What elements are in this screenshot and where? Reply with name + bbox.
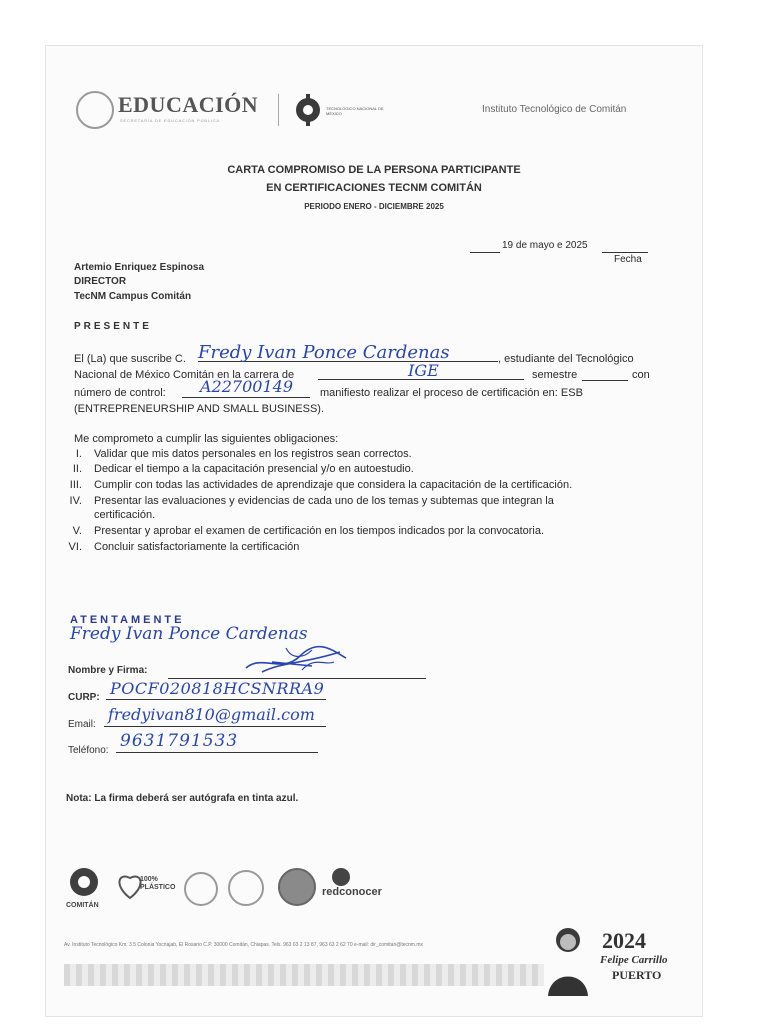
obligation-num: II. — [72, 463, 82, 475]
hw-signature-name: Fredy Ivan Ponce Cardenas — [70, 624, 308, 644]
date-label: Fecha — [614, 254, 642, 265]
email-label: Email: — [68, 719, 96, 730]
obligation-num: VI. — [68, 541, 82, 553]
obligation-item — [54, 541, 299, 553]
obligation-num: I. — [75, 448, 82, 460]
obligation-num: V. — [72, 525, 82, 537]
presente-heading: PRESENTE — [74, 321, 152, 332]
hw-control-field — [182, 379, 310, 398]
obligation-text: Presentar las evaluaciones y evidencias de cada uno de los temas y subtemas que integran la — [94, 495, 554, 507]
obligation-num: IV. — [69, 495, 82, 507]
period: PERIODO ENERO - DICIEMBRE 2025 — [304, 202, 444, 211]
date-line-right — [602, 240, 648, 253]
tecnm-logo-text: TECNOLÓGICO NACIONAL DE MÉXICO — [326, 106, 384, 116]
telefono-field — [116, 732, 318, 753]
obligation-text: Validar que mis datos personales en los registros sean correctos. — [94, 448, 412, 460]
comitan-gear-logo-icon — [66, 864, 102, 900]
atentamente: ATENTAMENTE — [70, 614, 185, 626]
felipe-carrillo: Felipe Carrillo — [600, 954, 668, 966]
year-2024: 2024 — [602, 928, 646, 953]
obligations-intro: Me comprometo a cumplir las siguientes obligaciones: — [74, 433, 339, 445]
curp-field — [106, 680, 326, 700]
title-line-1: CARTA COMPROMISO DE LA PERSONA PARTICIPANTE — [227, 164, 521, 176]
obligation-item — [54, 495, 554, 507]
portrait-illustration-icon — [546, 922, 590, 996]
educacion-logo-text: EDUCACIÓN — [118, 92, 259, 117]
obligation-text: Cumplir con todas las actividades de aprendizaje que considera la capacitación de la certificación. — [94, 479, 573, 491]
body-line-4: (ENTREPRENEURSHIP AND SMALL BUSINESS). — [74, 403, 325, 415]
title-line-2: EN CERTIFICACIONES TECNM COMITÁN — [266, 182, 482, 194]
date-line-left — [470, 240, 500, 253]
obligation-item — [54, 525, 544, 537]
recipient-name: Artemio Enriquez Espinosa — [74, 262, 205, 273]
date-value: 19 de mayo e 2025 — [502, 240, 588, 251]
document-page — [46, 46, 702, 1016]
body-line-2-semestre: semestre — [532, 369, 578, 381]
body-line-2-con: con — [632, 369, 650, 381]
obligation-num: III. — [69, 479, 82, 491]
hw-curp: POCF020818HCSNRRA9 — [110, 679, 325, 698]
institute-name: Instituto Tecnológico de Comitán — [482, 104, 627, 115]
obligation-text: certificación. — [94, 509, 156, 521]
plastic-free-text: 100% PLÁSTICO — [140, 876, 176, 891]
header-divider — [278, 94, 279, 126]
sep-subtitle: SECRETARÍA DE EDUCACIÓN PÚBLICA — [120, 118, 220, 123]
recipient-campus: TecNM Campus Comitán — [74, 291, 192, 302]
semestre-line — [582, 369, 628, 381]
body-line-2-prefix: Nacional de México Comitán en la carrera de — [74, 369, 295, 381]
body-line-3-prefix: número de control: — [74, 387, 166, 399]
telefono-label: Teléfono: — [68, 745, 109, 756]
obligation-item — [54, 479, 572, 491]
recipient-role: DIRECTOR — [74, 276, 127, 287]
hw-name-field — [198, 342, 498, 362]
obligation-item — [54, 463, 414, 475]
obligation-text: Dedicar el tiempo a la capacitación presencial y/o en autoestudio. — [94, 463, 414, 475]
nombre-firma-label: Nombre y Firma: — [68, 665, 148, 676]
curp-label: CURP: — [68, 692, 100, 703]
signature-scribble-icon — [242, 644, 352, 676]
footer-decorative-band — [64, 964, 544, 986]
hw-control-number: A22700149 — [200, 377, 293, 396]
body-line-3-suffix: manifiesto realizar el proceso de certificación en: ESB — [320, 387, 583, 399]
body-line-1-suffix: , estudiante del Tecnológico — [498, 353, 634, 365]
redconocer-logo-icon — [332, 868, 350, 886]
puerto: PUERTO — [612, 968, 662, 982]
tecnm-gear-logo-icon — [294, 92, 322, 128]
redconocer-text: redconocer — [322, 886, 382, 898]
obligation-item — [54, 448, 412, 460]
note: Nota: La firma deberá ser autógrafa en tinta azul. — [66, 793, 299, 804]
obligation-item — [54, 509, 155, 521]
cert-seal-1-icon — [184, 872, 218, 906]
cert-seal-2-icon — [228, 870, 264, 906]
hw-carrera: IGE — [408, 361, 439, 380]
email-field — [104, 706, 326, 727]
body-line-1-prefix: El (La) que suscribe C. — [74, 353, 186, 365]
comitan-label: COMITÁN — [66, 902, 99, 909]
iso-seal-icon — [278, 868, 316, 906]
obligation-text: Concluir satisfactoriamente la certificación — [94, 541, 300, 553]
hw-student-name: Fredy Ivan Ponce Cardenas — [198, 342, 450, 363]
hw-email: fredyivan810@gmail.com — [108, 705, 315, 724]
obligation-text: Presentar y aprobar el examen de certificación en los tiempos indicados por la convocatoria. — [94, 525, 545, 537]
hw-telefono: 9631791533 — [120, 731, 239, 751]
hw-carrera-field — [318, 363, 524, 380]
sep-seal-icon — [76, 91, 114, 129]
footer-address: Av. Instituto Tecnológico Km. 3.5 Colonia Yocnajab, El Rosario C.P. 30000 Comitán, Chiapas. Tels. 963 63 2 13 87, 963 63 2 62 70 e-mail: dir_comitan@tecnm.mx — [64, 942, 423, 948]
